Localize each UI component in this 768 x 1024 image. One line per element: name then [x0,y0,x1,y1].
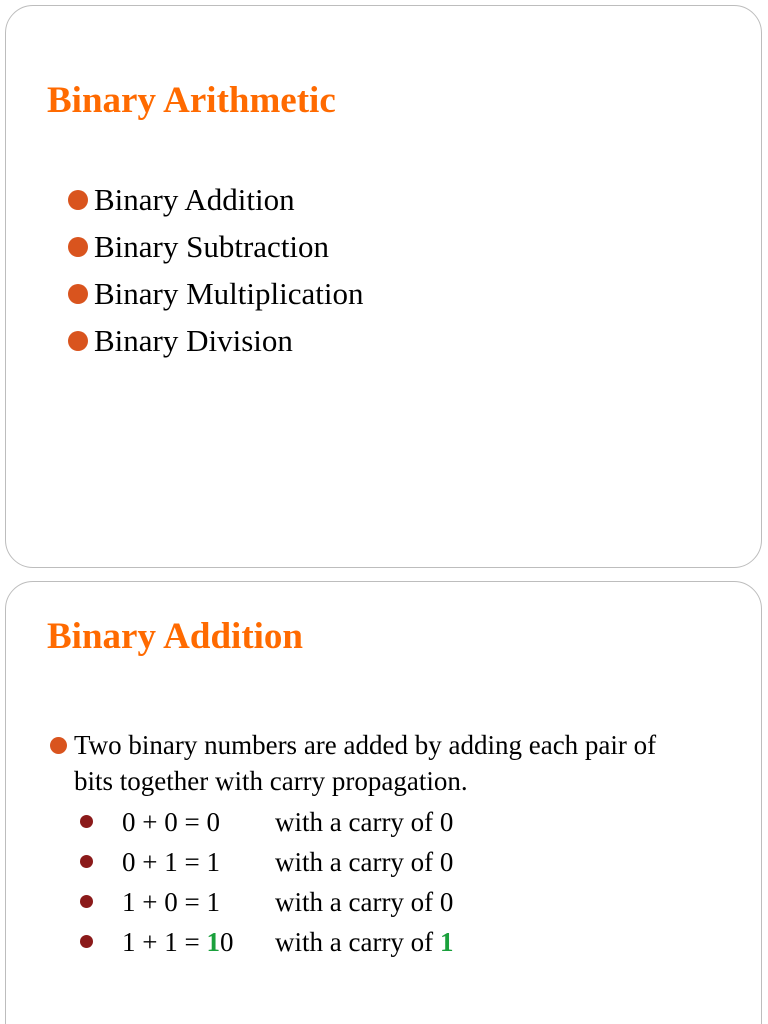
list-item [68,180,364,227]
bullet-icon [50,737,67,754]
sub-bullet-icon [80,855,93,868]
rule-carry [275,922,453,962]
slide-title: Binary Addition [47,616,304,657]
bullet-icon [68,331,88,351]
slide-binary-arithmetic [5,5,762,568]
bullet-icon [68,284,88,304]
rule-equation: 0 + 1 = 1 [122,847,220,877]
slide-title: Binary Arithmetic [47,80,336,121]
intro-line-2: bits together with carry propagation. [74,766,468,796]
list-item-label: Binary Subtraction [94,229,330,264]
list-item [68,227,364,274]
list-item-label: Binary Multiplication [94,276,364,311]
rule-carry: with a carry of 0 [275,807,454,837]
rule-carry-highlight: 1 [439,927,454,957]
bullet-icon [68,237,88,257]
list-item-label: Binary Division [94,323,293,358]
bullet-icon [68,190,88,210]
rule-equation [122,922,233,962]
rule-equation-prefix: 1 + 1 = [122,927,207,957]
list-item [68,274,364,321]
rule-carry: with a carry of 0 [275,847,454,877]
sub-bullet-icon [80,895,93,908]
list-item [68,321,364,368]
rule-equation: 1 + 0 = 1 [122,887,220,917]
intro-line-1: Two binary numbers are added by adding each pair of [74,730,657,760]
rule-carry-prefix: with a carry of [275,927,440,957]
rule-equation: 0 + 0 = 0 [122,807,220,837]
slide-binary-addition [5,581,762,1024]
rule-equation-highlight: 1 [206,927,220,957]
sub-bullet-icon [80,815,93,828]
sub-bullet-icon [80,935,93,948]
rule-carry: with a carry of 0 [275,887,454,917]
topic-list [68,180,364,368]
rule-equation-suffix: 0 [219,927,234,957]
list-item-label: Binary Addition [94,182,295,217]
